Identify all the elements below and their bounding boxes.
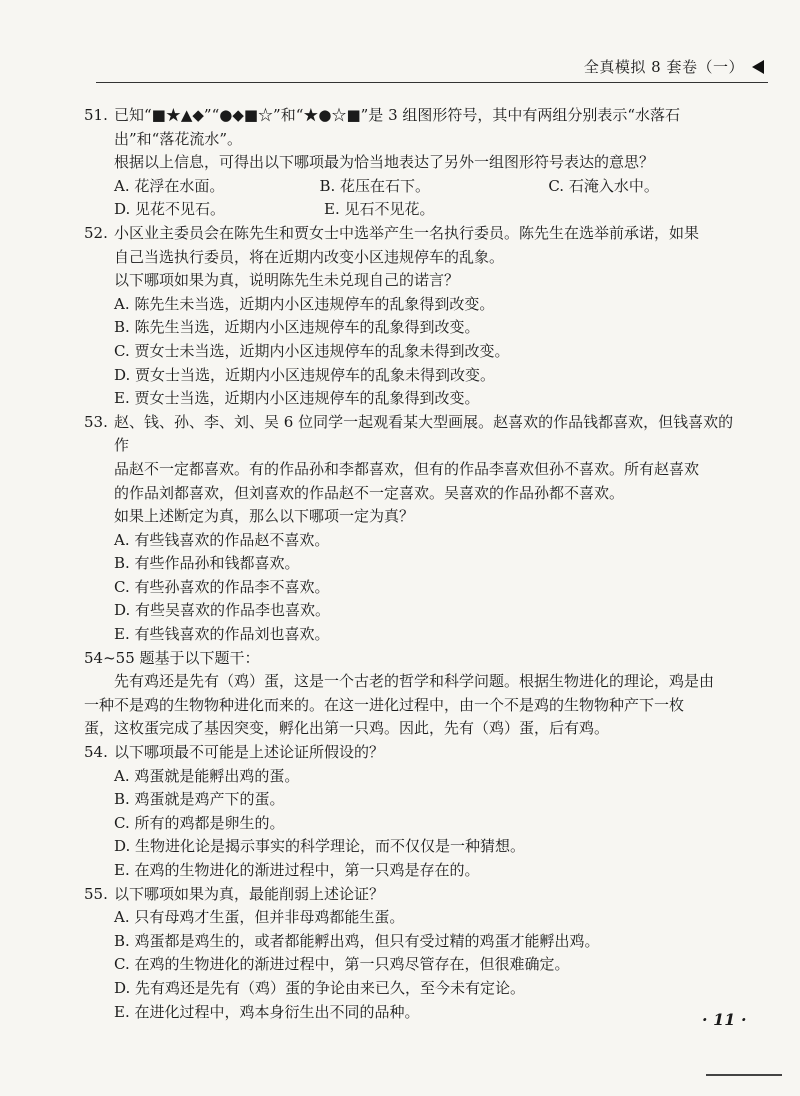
passage-heading: 54~55 题基于以下题干： xyxy=(84,648,260,667)
header-divider xyxy=(96,82,768,83)
footer-divider xyxy=(706,1074,782,1076)
option-c: C. 石淹入水中。 xyxy=(548,176,659,195)
option-d: D. 有些吴喜欢的作品李也喜欢。 xyxy=(114,601,331,620)
question-ask: 根据以上信息，可得出以下哪项最为恰当地表达了另外一组图形符号表达的意思？ xyxy=(114,153,655,172)
question-number: 55. xyxy=(84,884,108,903)
passage-line: 蛋，这枚蛋完成了基因突变，孵化出第一只鸡。因此，先有（鸡）蛋，后有鸡。 xyxy=(84,719,610,738)
question-stem-cont: 的作品刘都喜欢，但刘喜欢的作品赵不一定喜欢。吴喜欢的作品孙都不喜欢。 xyxy=(114,483,625,502)
question-number: 54. xyxy=(84,743,108,762)
option-e: E. 在鸡的生物进化的渐进过程中，第一只鸡是存在的。 xyxy=(114,861,480,879)
option-e: E. 贾女士当选，近期内小区违规停车的乱象得到改变。 xyxy=(114,389,480,408)
question-55 xyxy=(84,883,744,1025)
option-d: D. 见花不见石。 xyxy=(114,200,226,219)
option-b: B. 花压在石下。 xyxy=(319,176,430,195)
option-c: C. 所有的鸡都是卵生的。 xyxy=(114,813,285,832)
passage-line: 先有鸡还是先有（鸡）蛋，这是一个古老的哲学和科学问题。根据生物进化的理论，鸡是由 xyxy=(114,672,715,691)
question-54 xyxy=(84,741,744,883)
question-ask: 如果上述断定为真，那么以下哪项一定为真？ xyxy=(114,507,415,526)
option-c: C. 贾女士未当选，近期内小区违规停车的乱象未得到改变。 xyxy=(114,341,510,360)
option-d: D. 先有鸡还是先有（鸡）蛋的争论由来已久，至今未有定论。 xyxy=(114,978,526,997)
page-number: · 11 · xyxy=(702,1010,747,1029)
question-stem-cont: 品赵不一定都喜欢。有的作品孙和李都喜欢，但有的作品李喜欢但孙不喜欢。所有赵喜欢 xyxy=(114,459,700,478)
page-content xyxy=(84,104,744,1024)
option-b: B. 陈先生当选，近期内小区违规停车的乱象得到改变。 xyxy=(114,318,480,337)
question-stem: 小区业主委员会在陈先生和贾女士中选举产生一名执行委员。陈先生在选举前承诺，如果 xyxy=(114,223,700,242)
option-e: E. 有些钱喜欢的作品刘也喜欢。 xyxy=(114,625,330,644)
question-stem-cont: 出”和“落花流水”。 xyxy=(114,129,243,148)
question-ask: 以下哪项如果为真，说明陈先生未兑现自己的诺言？ xyxy=(114,271,460,290)
question-52 xyxy=(84,222,744,411)
option-b: B. 鸡蛋都是鸡生的，或者都能孵出鸡，但只有受过精的鸡蛋才能孵出鸡。 xyxy=(114,931,600,950)
option-a: A. 花浮在水面。 xyxy=(114,176,225,195)
triangle-left-icon xyxy=(752,60,764,74)
option-e: E. 见石不见花。 xyxy=(324,200,435,219)
option-b: B. 鸡蛋就是鸡产下的蛋。 xyxy=(114,790,285,809)
question-number: 51. xyxy=(84,106,108,124)
option-a: A. 鸡蛋就是能孵出鸡的蛋。 xyxy=(114,766,300,785)
question-number: 53. xyxy=(84,412,108,431)
option-a: A. 有些钱喜欢的作品赵不喜欢。 xyxy=(114,530,330,549)
option-c: C. 在鸡的生物进化的渐进过程中，第一只鸡尽管存在，但很难确定。 xyxy=(114,955,570,974)
question-51 xyxy=(84,104,744,222)
passage-54-55 xyxy=(84,647,744,741)
page-header xyxy=(96,56,768,80)
option-d: D. 贾女士当选，近期内小区违规停车的乱象未得到改变。 xyxy=(114,365,496,384)
question-stem-cont: 自己当选执行委员，将在近期内改变小区违规停车的乱象。 xyxy=(114,247,505,266)
passage-line: 一种不是鸡的生物物种进化而来的。在这一进化过程中，由一个不是鸡的生物物种产下一枚 xyxy=(84,695,685,714)
question-stem: 以下哪项如果为真，最能削弱上述论证？ xyxy=(114,884,385,903)
option-c: C. 有些孙喜欢的作品李不喜欢。 xyxy=(114,577,330,596)
header-title: 全真模拟 8 套卷（一） xyxy=(583,58,744,76)
question-53 xyxy=(84,411,744,647)
option-d: D. 生物进化论是揭示事实的科学理论，而不仅仅是一种猜想。 xyxy=(114,837,526,856)
question-number: 52. xyxy=(84,223,108,242)
question-stem: 赵、钱、孙、李、刘、吴 6 位同学一起观看某大型画展。赵喜欢的作品钱都喜欢，但钱喜欢的作 xyxy=(114,412,734,455)
option-e: E. 在进化过程中，鸡本身衍生出不同的品种。 xyxy=(114,1002,420,1021)
option-a: A. 只有母鸡才生蛋，但并非母鸡都能生蛋。 xyxy=(114,908,405,927)
question-stem: 以下哪项最不可能是上述论证所假设的？ xyxy=(114,743,385,762)
question-stem: 已知“■★▲◆”“●◆■☆”和“★●☆■”是 3 组图形符号，其中有两组分别表示“水落石 xyxy=(114,106,681,124)
option-a: A. 陈先生未当选，近期内小区违规停车的乱象得到改变。 xyxy=(114,294,495,313)
option-b: B. 有些作品孙和钱都喜欢。 xyxy=(114,554,300,573)
